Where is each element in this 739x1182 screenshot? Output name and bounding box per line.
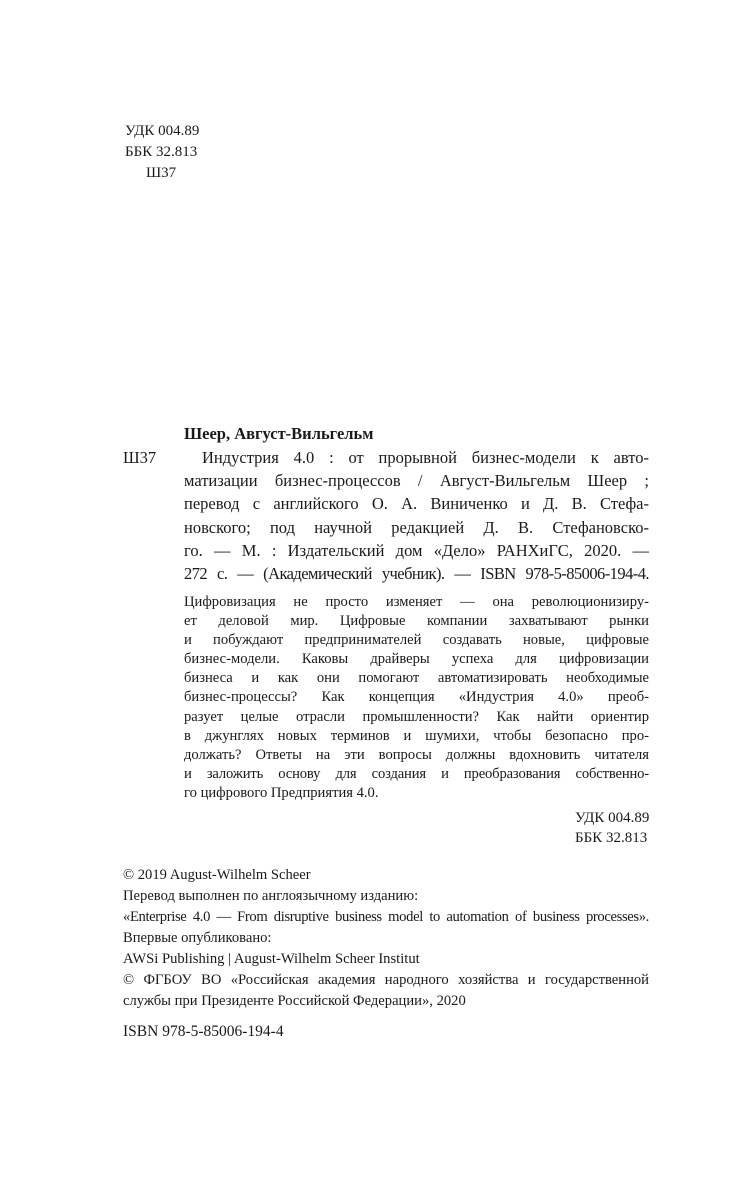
bib-line: перевод с английского О. А. Виниченко и Д. В. Стефа- — [184, 494, 649, 514]
annotation-line: бизнеса и как они помогают автоматизировать необходимые — [184, 670, 649, 687]
annotation-line: Цифровизация не просто изменяет — она революционизиру- — [184, 594, 649, 610]
bib-line: матизации бизнес-процессов / Август-Вильгельм Шеер ; — [184, 471, 649, 491]
copyright-line: «Enterprise 4.0 — From disruptive business model to automation of business processes». — [123, 909, 649, 925]
entry-bbk: ББК 32.813 — [575, 830, 648, 846]
annotation-line: бизнес-процессы? Как концепция «Индустрия 4.0» преоб- — [184, 689, 649, 706]
author-heading: Шеер, Август-Вильгельм — [184, 424, 374, 443]
annotation — [184, 593, 649, 803]
bib-line: Индустрия 4.0 : от прорывной бизнес-модели к авто- — [202, 448, 649, 467]
top-author-mark: Ш37 — [146, 165, 177, 181]
top-udk: УДК 004.89 — [125, 123, 200, 139]
bibliographic-description — [184, 446, 649, 585]
copyright-line: службы при Президенте Российской Федерации», 2020 — [123, 993, 466, 1009]
annotation-line: го цифрового Предприятия 4.0. — [184, 784, 379, 801]
bib-line: 272 с. — (Академический учебник). — ISBN 978-5-85006-194-4. — [184, 564, 649, 584]
annotation-line: бизнес-модели. Каковы драйверы успеха для цифровизации — [184, 651, 649, 668]
annotation-line: разует целые отрасли промышленности? Как найти ориентир — [184, 708, 649, 725]
annotation-line: должать? Ответы на эти вопросы должны вдохновить читателя — [184, 746, 649, 763]
annotation-line: ет деловой мир. Цифровые компании захватывают рынки — [184, 613, 649, 630]
copyright-block — [123, 865, 649, 1012]
copyright-line: Впервые опубликовано: — [123, 930, 272, 946]
entry-author-mark: Ш37 — [123, 448, 157, 467]
entry-udk: УДК 004.89 — [575, 810, 650, 826]
annotation-line: в джунглях новых терминов и шумихи, чтобы безопасно про- — [184, 727, 649, 744]
bib-line: новского; под научной редакцией Д. В. Стефановско- — [184, 517, 649, 537]
copyright-line: AWSi Publishing | August-Wilhelm Scheer Institut — [123, 951, 420, 967]
copyright-line: Перевод выполнен по англоязычному изданию: — [123, 888, 419, 904]
annotation-line: и заложить основу для создания и преобразования собственно- — [184, 765, 649, 782]
top-bbk: ББК 32.813 — [125, 144, 198, 160]
isbn: ISBN 978-5-85006-194-4 — [123, 1023, 284, 1040]
bib-line: го. — М. : Издательский дом «Дело» РАНХиГС, 2020. — — [184, 540, 649, 560]
annotation-line: и побуждают предпринимателей создавать новые, цифровые — [184, 632, 649, 649]
copyright-line: © 2019 August-Wilhelm Scheer — [123, 867, 311, 883]
copyright-line: © ФГБОУ ВО «Российская академия народного хозяйства и государственной — [123, 972, 649, 988]
